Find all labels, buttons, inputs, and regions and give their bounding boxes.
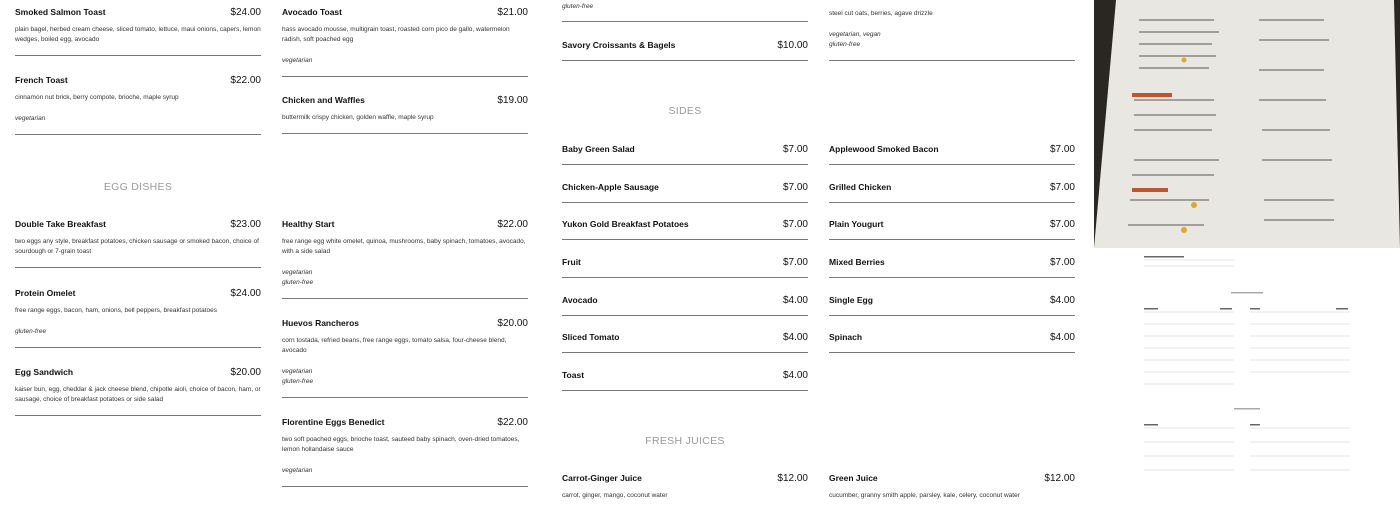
item-price: $21.00 (497, 6, 528, 18)
side-item (829, 330, 1075, 353)
tag-vegetarian-vegan: vegetarian, vegan (829, 31, 881, 38)
menu-item (15, 217, 261, 268)
side-item (829, 255, 1075, 278)
item-price: $4.00 (782, 294, 808, 306)
menu-column-4 (829, 0, 1075, 500)
side-item (562, 255, 808, 278)
tag-vegetarian: vegetarian (282, 269, 313, 276)
item-price: $7.00 (1049, 218, 1075, 230)
menu-photo-image (1094, 0, 1400, 248)
menu-column-2 (282, 0, 528, 500)
item-description: steel cut oats, berries, agave drizzle (829, 10, 933, 17)
item-name: Fruit (562, 257, 581, 267)
menu-photo (1094, 0, 1400, 248)
item-name: Toast (562, 370, 585, 380)
item-price: $20.00 (497, 317, 528, 329)
item-name: Chicken and Waffles (282, 95, 365, 105)
menu-item (282, 5, 528, 77)
item-name: Avocado Toast (282, 7, 342, 17)
item-price: $7.00 (782, 256, 808, 268)
item-price: $7.00 (782, 218, 808, 230)
item-price: $12.00 (1044, 472, 1075, 484)
item-name: Healthy Start (282, 219, 335, 229)
item-name: Savory Croissants & Bagels (562, 40, 676, 50)
item-description: buttermilk crispy chicken, golden waffle, maple syrup (282, 114, 434, 121)
item-tags (829, 30, 1075, 50)
item-price: $20.00 (230, 366, 261, 378)
item-price: $7.00 (1049, 143, 1075, 155)
item-name: Florentine Eggs Benedict (282, 417, 385, 427)
item-name: Single Egg (829, 295, 873, 305)
item-description: carrot, ginger, mango, coconut water (562, 492, 668, 499)
side-item (829, 217, 1075, 240)
item-description: two eggs any style, breakfast potatoes, chicken sausage or smoked bacon, choice of sourdough or 7-grain toast (15, 238, 259, 255)
item-name: French Toast (15, 75, 68, 85)
item-price: $7.00 (1049, 256, 1075, 268)
menu-document-preview (1094, 250, 1400, 500)
tag-gluten-free: gluten-free (282, 378, 314, 385)
item-price: $4.00 (1049, 331, 1075, 343)
item-name: Green Juice (829, 473, 878, 483)
side-item (829, 293, 1075, 316)
item-price: $24.00 (230, 287, 261, 299)
item-tags: gluten-free (15, 328, 47, 335)
side-item (562, 293, 808, 316)
section-heading-sides: SIDES (668, 105, 702, 117)
item-name: Plain Yougurt (829, 219, 884, 229)
tag-vegetarian: vegetarian (282, 368, 313, 375)
item-description: kaiser bun, egg, cheddar & jack cheese blend, chipotle aioli, choice of bacon, ham, or sausage, choice of breakfast potatoes or side salad (15, 386, 261, 403)
item-tags: vegetarian (15, 115, 46, 122)
item-price: $22.00 (497, 218, 528, 230)
item-tags: vegetarian (282, 57, 313, 64)
item-name: Protein Omelet (15, 288, 76, 298)
item-description: hass avocado mousse, multigrain toast, roasted corn pico de gallo, watermelon radish, soft poached egg (282, 26, 510, 43)
item-price: $24.00 (230, 6, 261, 18)
item-name: Spinach (829, 332, 863, 342)
juice-item (829, 471, 1075, 511)
item-name: Applewood Smoked Bacon (829, 144, 939, 154)
item-tags (282, 268, 528, 288)
item-name: Double Take Breakfast (15, 219, 107, 229)
side-item (562, 180, 808, 203)
item-price: $4.00 (1049, 294, 1075, 306)
menu-item (15, 73, 261, 135)
item-price: $12.00 (777, 472, 808, 484)
item-tags: vegetarian (282, 467, 313, 474)
item-name: Egg Sandwich (15, 367, 74, 377)
item-description: corn tostada, refried beans, free range eggs, tomato salsa, four-cheese blend, avocado (282, 337, 507, 354)
item-price: $22.00 (497, 416, 528, 428)
menu-column-3 (562, 0, 808, 500)
juice-item (562, 471, 808, 511)
menu-item (282, 93, 528, 134)
item-description: two soft poached eggs, brioche toast, sauteed baby spinach, oven-dried tomatoes, lemon hollandaise sauce (282, 436, 520, 453)
side-item (562, 368, 808, 391)
item-description: cinnamon nut brick, berry compote, brioche, maple syrup (15, 94, 179, 101)
side-item (562, 142, 808, 165)
menu-column-1 (15, 0, 261, 500)
item-price: $4.00 (782, 369, 808, 381)
item-name: Grilled Chicken (829, 182, 892, 192)
side-item (829, 180, 1075, 203)
section-heading-fresh-juices: FRESH JUICES (645, 435, 725, 447)
item-price: $10.00 (777, 39, 808, 51)
item-price: $4.00 (782, 331, 808, 343)
item-description: free range eggs, bacon, ham, onions, bell peppers, breakfast potatoes (15, 307, 217, 314)
tag-gluten-free: gluten-free (562, 3, 594, 10)
item-name: Huevos Rancheros (282, 318, 359, 328)
item-description: plain bagel, herbed cream cheese, sliced tomato, lettuce, maui onions, capers, lemon wedges, boiled egg, avocado (15, 26, 261, 43)
menu-item-tail (829, 9, 1075, 61)
item-price: $23.00 (230, 218, 261, 230)
item-description: free range egg white omelet, quinoa, mushrooms, baby spinach, tomatoes, avocado, with a side salad (282, 238, 526, 255)
item-name: Mixed Berries (829, 257, 885, 267)
item-name: Yukon Gold Breakfast Potatoes (562, 219, 689, 229)
menu-item (282, 316, 528, 398)
item-tags (282, 367, 528, 387)
item-price: $7.00 (782, 143, 808, 155)
item-name: Avocado (562, 295, 598, 305)
item-description: cucumber, granny smith apple, parsley, kale, celery, coconut water (829, 492, 1020, 499)
item-price: $19.00 (497, 94, 528, 106)
tag-gluten-free: gluten-free (829, 41, 861, 48)
item-price: $7.00 (1049, 181, 1075, 193)
menu-document-image (1094, 250, 1400, 500)
menu-item (15, 5, 261, 56)
menu-item (15, 365, 261, 416)
item-price: $7.00 (782, 181, 808, 193)
menu-item (562, 38, 808, 61)
item-name: Smoked Salmon Toast (15, 7, 106, 17)
side-item (562, 330, 808, 353)
menu-item-tail (562, 0, 808, 22)
menu-item (282, 217, 528, 299)
side-item (562, 217, 808, 240)
item-name: Chicken-Apple Sausage (562, 182, 659, 192)
item-price: $22.00 (230, 74, 261, 86)
tag-gluten-free: gluten-free (282, 279, 314, 286)
section-heading-egg-dishes: EGG DISHES (103, 181, 173, 193)
menu-item (15, 286, 261, 348)
item-name: Sliced Tomato (562, 332, 620, 342)
item-name: Carrot-Ginger Juice (562, 473, 642, 483)
side-item (829, 142, 1075, 165)
item-name: Baby Green Salad (562, 144, 635, 154)
menu-item (282, 415, 528, 487)
